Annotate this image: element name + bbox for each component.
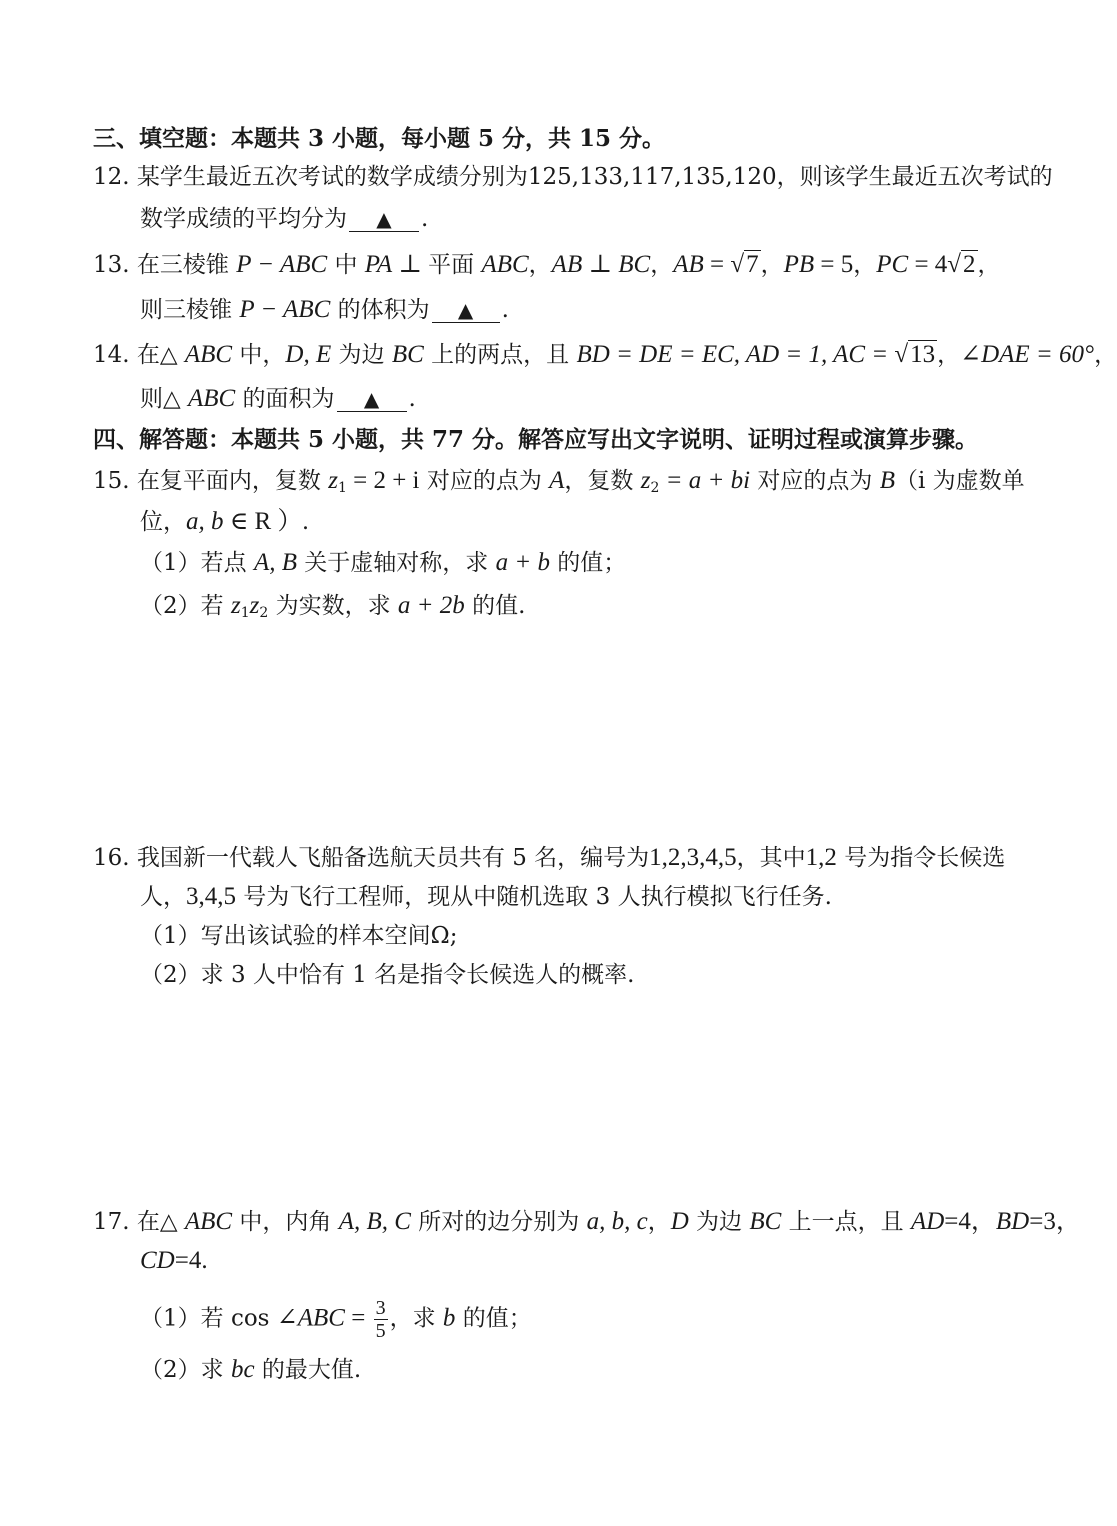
question-12-number: 12. (93, 164, 130, 190)
sqrt-13-value: 13 (910, 341, 936, 368)
question-14-end: . (408, 386, 416, 412)
section-3-heading: 三、填空题：本题共 3 小题，每小题 5 分，共 15 分。 (93, 125, 666, 152)
math-equalities: BD = DE = EC, AD = 1, AC = (576, 341, 895, 368)
math-ab: AB (673, 251, 704, 278)
math-ab: AB (551, 251, 583, 278)
question-13-text: 在三棱锥 (136, 252, 237, 278)
question-14-number: 14. (93, 342, 130, 368)
math-bc: BC (749, 1208, 782, 1235)
question-13-line-1 (93, 250, 1001, 280)
sqrt-2: √2 (947, 251, 976, 278)
question-15-text: 对应的点为 (419, 468, 550, 494)
part-text: 的最大值. (254, 1357, 362, 1383)
math-pabc: P − ABC (236, 251, 328, 278)
question-13-text: 平面 (428, 252, 482, 278)
math-z1-value: = 2 + i (346, 467, 420, 494)
math-de: D, E (285, 341, 332, 368)
part-text: （2）求 (140, 1357, 231, 1383)
sqrt-7: √7 (730, 251, 759, 278)
question-14-text: 则△ (140, 386, 188, 412)
question-16-part-1: （1）写出该试验的样本空间Ω; (140, 923, 458, 949)
question-14-text: 在△ (136, 342, 185, 368)
question-13-text: ， (760, 252, 784, 278)
question-14-text: 上的两点，且 (423, 342, 577, 368)
question-15-part-2 (140, 591, 525, 621)
math-abc: ABC (184, 341, 233, 368)
question-15-text: 对应的点为 (750, 468, 880, 494)
math-abc: ABC (184, 1208, 233, 1235)
sqrt-7-value: 7 (746, 251, 759, 278)
sqrt-13: √13 (894, 341, 936, 368)
math-numbers: 1,2 (805, 844, 837, 871)
question-14-line-2 (140, 384, 416, 414)
math-bd-value: =3， (1029, 1208, 1081, 1235)
question-13-text: 的体积为 (330, 297, 430, 323)
question-17-text: 所对的边分别为 (410, 1209, 587, 1235)
section-4-heading: 四、解答题：本题共 5 小题，共 77 分。解答应写出文字说明、证明过程或演算步骤。 (93, 426, 979, 453)
math-subscript: 2 (259, 605, 269, 621)
question-15-line-2 (140, 507, 309, 537)
part-text: 的值； (455, 1305, 532, 1332)
math-point-b: B (879, 467, 895, 494)
question-16-line-2 (140, 882, 832, 912)
question-16-text: 人， (140, 884, 186, 910)
question-15-line-1 (93, 466, 1025, 496)
math-bd: BD (995, 1208, 1030, 1235)
math-angles: A, B, C (338, 1208, 411, 1235)
question-15-text: ∈ R ）. (223, 508, 309, 535)
math-pabc: P − ABC (239, 296, 331, 323)
math-angle-dae: ∠DAE = 60° (960, 341, 1095, 368)
part-text: 的值. (464, 593, 526, 619)
fraction-3-5 (374, 1297, 388, 1342)
math-sides: a, b, c (586, 1208, 648, 1235)
question-16-line-1 (93, 843, 1005, 873)
math-ad: AD (910, 1208, 945, 1235)
question-17-part-2 (140, 1355, 361, 1385)
question-17-part-1 (140, 1297, 532, 1342)
math-z2-value: = a + bi (659, 467, 751, 494)
question-12-text: 某学生最近五次考试的数学成绩分别为125,133,117,135,120，则该学生最近五次考试的 (136, 164, 1053, 190)
math-ad-value: =4， (944, 1208, 996, 1235)
math-points-ab: A, B (253, 549, 297, 576)
question-13-text: ， (528, 252, 552, 278)
math-a-plus-b: a + b (495, 549, 550, 576)
math-bc-product: bc (230, 1356, 255, 1383)
math-numbers: 1,2,3,4,5 (649, 844, 737, 871)
question-13-text: 则三棱锥 (140, 297, 240, 323)
math-pa: PA (364, 251, 393, 278)
question-17-text: 为边 (688, 1209, 750, 1235)
question-17-line-1 (93, 1207, 1081, 1237)
fraction-numerator: 3 (375, 1297, 386, 1319)
math-b: b (442, 1304, 456, 1332)
math-perp: ⊥ (582, 251, 619, 278)
sqrt-2-value: 2 (963, 251, 976, 278)
math-angle-abc: ∠ABC (276, 1304, 345, 1332)
question-17-line-2 (140, 1246, 208, 1276)
question-16-text: 号为飞行工程师，现从中随机选取 3 人执行模拟飞行任务. (236, 884, 832, 910)
part-text: 关于虚轴对称，求 (297, 550, 496, 576)
math-ab-vars: a, b (186, 508, 224, 535)
question-14-text: ， (937, 342, 961, 368)
question-13-line-2 (140, 295, 509, 325)
question-17-text: ， (647, 1209, 671, 1235)
math-point-d: D (670, 1208, 689, 1235)
part-text: （2）若 (140, 593, 231, 619)
math-equals: = (703, 251, 731, 278)
part-text: 为实数，求 (268, 593, 398, 619)
question-13-text: 中 (327, 252, 365, 278)
question-12-text-2: 数学成绩的平均分为 (140, 206, 347, 232)
math-point-a: A (549, 467, 565, 494)
fraction-denominator: 5 (375, 1320, 386, 1342)
question-17-text: 在△ (136, 1209, 185, 1235)
question-15-part-1 (140, 548, 626, 578)
question-16-text: 号为指令长候选 (836, 845, 1006, 871)
question-17-number: 17. (93, 1209, 130, 1235)
question-14-text: ， (1094, 342, 1117, 368)
question-12-line-2 (140, 204, 428, 234)
question-13-text: ， (650, 252, 674, 278)
part-text: 的值； (550, 550, 627, 576)
answer-blank-14: ▲ (337, 387, 407, 412)
question-14-text: 中， (232, 342, 286, 368)
question-13-number: 13. (93, 252, 130, 278)
math-perp: ⊥ (392, 251, 429, 278)
math-pc-coef: = 4 (908, 251, 948, 278)
question-17-text: 上一点，且 (781, 1209, 911, 1235)
question-16-part-2: （2）求 3 人中恰有 1 名是指令长候选人的概率. (140, 962, 635, 988)
math-equals: = (344, 1304, 372, 1332)
question-13-end: . (501, 297, 509, 323)
answer-blank-13: ▲ (432, 298, 500, 323)
math-subscript: 2 (650, 480, 660, 496)
question-16-text: 我国新一代载人飞船备选航天员共有 5 名，编号为 (136, 845, 650, 871)
part-text: ，求 (389, 1305, 443, 1332)
question-15-text: ，复数 (564, 468, 641, 494)
question-15-number: 15. (93, 468, 130, 494)
math-abc: ABC (188, 385, 236, 412)
question-15-text: 在复平面内，复数 (136, 468, 329, 494)
math-z: z (249, 592, 260, 619)
math-numbers: 3,4,5 (186, 883, 236, 910)
math-subscript: 1 (337, 480, 347, 496)
question-12-line-1 (93, 162, 1053, 192)
answer-blank-12: ▲ (349, 207, 419, 232)
math-abc: ABC (481, 251, 529, 278)
question-16-text: ，其中 (736, 845, 806, 871)
question-14-line-1 (93, 340, 1117, 370)
question-17-text: 中，内角 (232, 1209, 339, 1235)
question-13-text: ， (977, 252, 1001, 278)
question-15-text: （i 为虚数单 (894, 468, 1025, 494)
question-12-end: . (421, 206, 429, 232)
question-15-text: 位， (140, 509, 186, 535)
question-14-text: 的面积为 (235, 386, 335, 412)
question-14-text: 为边 (331, 342, 392, 368)
part-text: （1）若 cos (140, 1305, 277, 1332)
math-z: z (640, 467, 651, 494)
math-bc: BC (391, 341, 424, 368)
math-cd-value: =4. (174, 1247, 208, 1274)
math-cd: CD (140, 1247, 175, 1274)
math-subscript: 1 (240, 605, 250, 621)
math-pb-value: = 5 (814, 251, 854, 278)
math-bc: BC (618, 251, 651, 278)
question-16-number: 16. (93, 845, 130, 871)
part-text: （1）若点 (140, 550, 254, 576)
question-13-text: ， (853, 252, 877, 278)
math-pc: PC (876, 251, 909, 278)
math-z: z (328, 467, 338, 494)
math-a-plus-2b: a + 2b (397, 592, 465, 619)
math-z: z (230, 592, 241, 619)
math-pb: PB (783, 251, 815, 278)
